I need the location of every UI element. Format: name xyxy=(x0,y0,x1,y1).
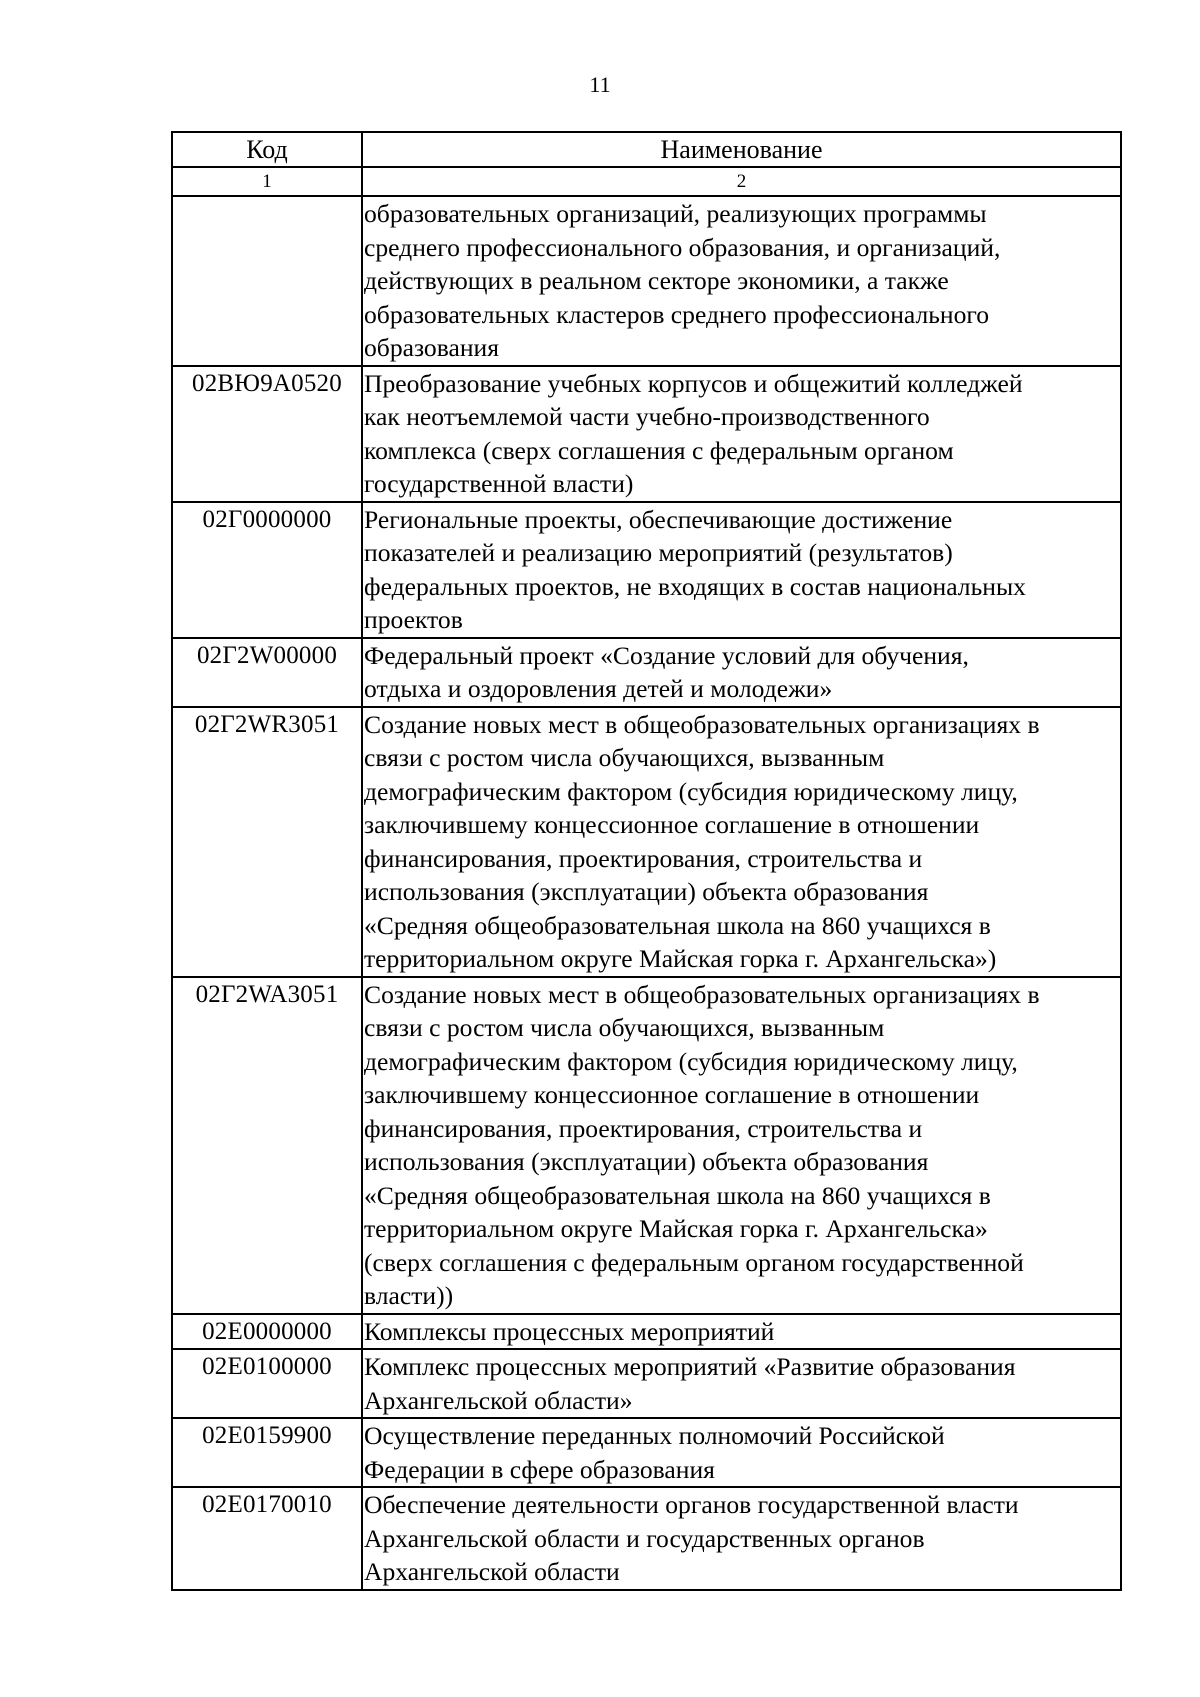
header-name: Наименование xyxy=(362,132,1121,167)
row-code xyxy=(172,196,362,366)
row-code: 02Е0170010 xyxy=(172,1487,362,1590)
row-code: 02Е0000000 xyxy=(172,1314,362,1350)
table-row xyxy=(172,1349,1121,1418)
row-name: Федеральный проект «Создание условий для обучения, отдыха и оздоровления детей и молодежи» xyxy=(362,638,1121,707)
row-code: 02Г0000000 xyxy=(172,502,362,638)
row-name: Создание новых мест в общеобразовательных организациях в связи с ростом числа обучающихся, вызванным демографическим фактором (субсидия юридическому лицу, заключившему концессионное соглашение в отношении финансирования, проектирования, строительства и использования (эксплуатации) объекта образования «Средняя общеобразовательная школа на 860 учащихся в территориальном округе Майская горка г. Архангельска») xyxy=(362,707,1121,977)
table-row xyxy=(172,977,1121,1314)
row-name: Обеспечение деятельности органов государственной власти Архангельской области и государственных органов Архангельской области xyxy=(362,1487,1121,1590)
table-row xyxy=(172,1418,1121,1487)
row-name: Комплексы процессных мероприятий xyxy=(362,1314,1121,1350)
column-number-row xyxy=(172,167,1121,196)
page-number: 11 xyxy=(589,72,611,97)
header-row xyxy=(172,132,1121,167)
table-row xyxy=(172,638,1121,707)
column-number-name: 2 xyxy=(362,167,1121,196)
table-body xyxy=(172,196,1121,1590)
row-code: 02ВЮ9А0520 xyxy=(172,366,362,502)
table-row xyxy=(172,366,1121,502)
row-code: 02Е0100000 xyxy=(172,1349,362,1418)
column-number-code: 1 xyxy=(172,167,362,196)
table-row xyxy=(172,1487,1121,1590)
row-code: 02Г2W00000 xyxy=(172,638,362,707)
row-name: Преобразование учебных корпусов и общежитий колледжей как неотъемлемой части учебно-производственного комплекса (сверх соглашения с федеральным органом государственной власти) xyxy=(362,366,1121,502)
table-header xyxy=(172,132,1121,196)
row-name: Комплекс процессных мероприятий «Развитие образования Архангельской области» xyxy=(362,1349,1121,1418)
row-name: Создание новых мест в общеобразовательных организациях в связи с ростом числа обучающихся, вызванным демографическим фактором (субсидия юридическому лицу, заключившему концессионное соглашение в отношении финансирования, проектирования, строительства и использования (эксплуатации) объекта образования «Средняя общеобразовательная школа на 860 учащихся в территориальном округе Майская горка г. Архангельска» (сверх соглашения с федеральным органом государственной власти)) xyxy=(362,977,1121,1314)
row-name: образовательных организаций, реализующих программы среднего профессионального образования, и организаций, действующих в реальном секторе экономики, а также образовательных кластеров среднего профессионального образования xyxy=(362,196,1121,366)
row-name: Осуществление переданных полномочий Российской Федерации в сфере образования xyxy=(362,1418,1121,1487)
classification-table xyxy=(171,131,1122,1591)
row-code: 02Г2WR3051 xyxy=(172,707,362,977)
table-row xyxy=(172,502,1121,638)
table-row xyxy=(172,1314,1121,1350)
row-name: Региональные проекты, обеспечивающие достижение показателей и реализацию мероприятий (результатов) федеральных проектов, не входящих в состав национальных проектов xyxy=(362,502,1121,638)
table-row xyxy=(172,196,1121,366)
header-code: Код xyxy=(172,132,362,167)
table-row xyxy=(172,707,1121,977)
row-code: 02Е0159900 xyxy=(172,1418,362,1487)
row-code: 02Г2WA3051 xyxy=(172,977,362,1314)
